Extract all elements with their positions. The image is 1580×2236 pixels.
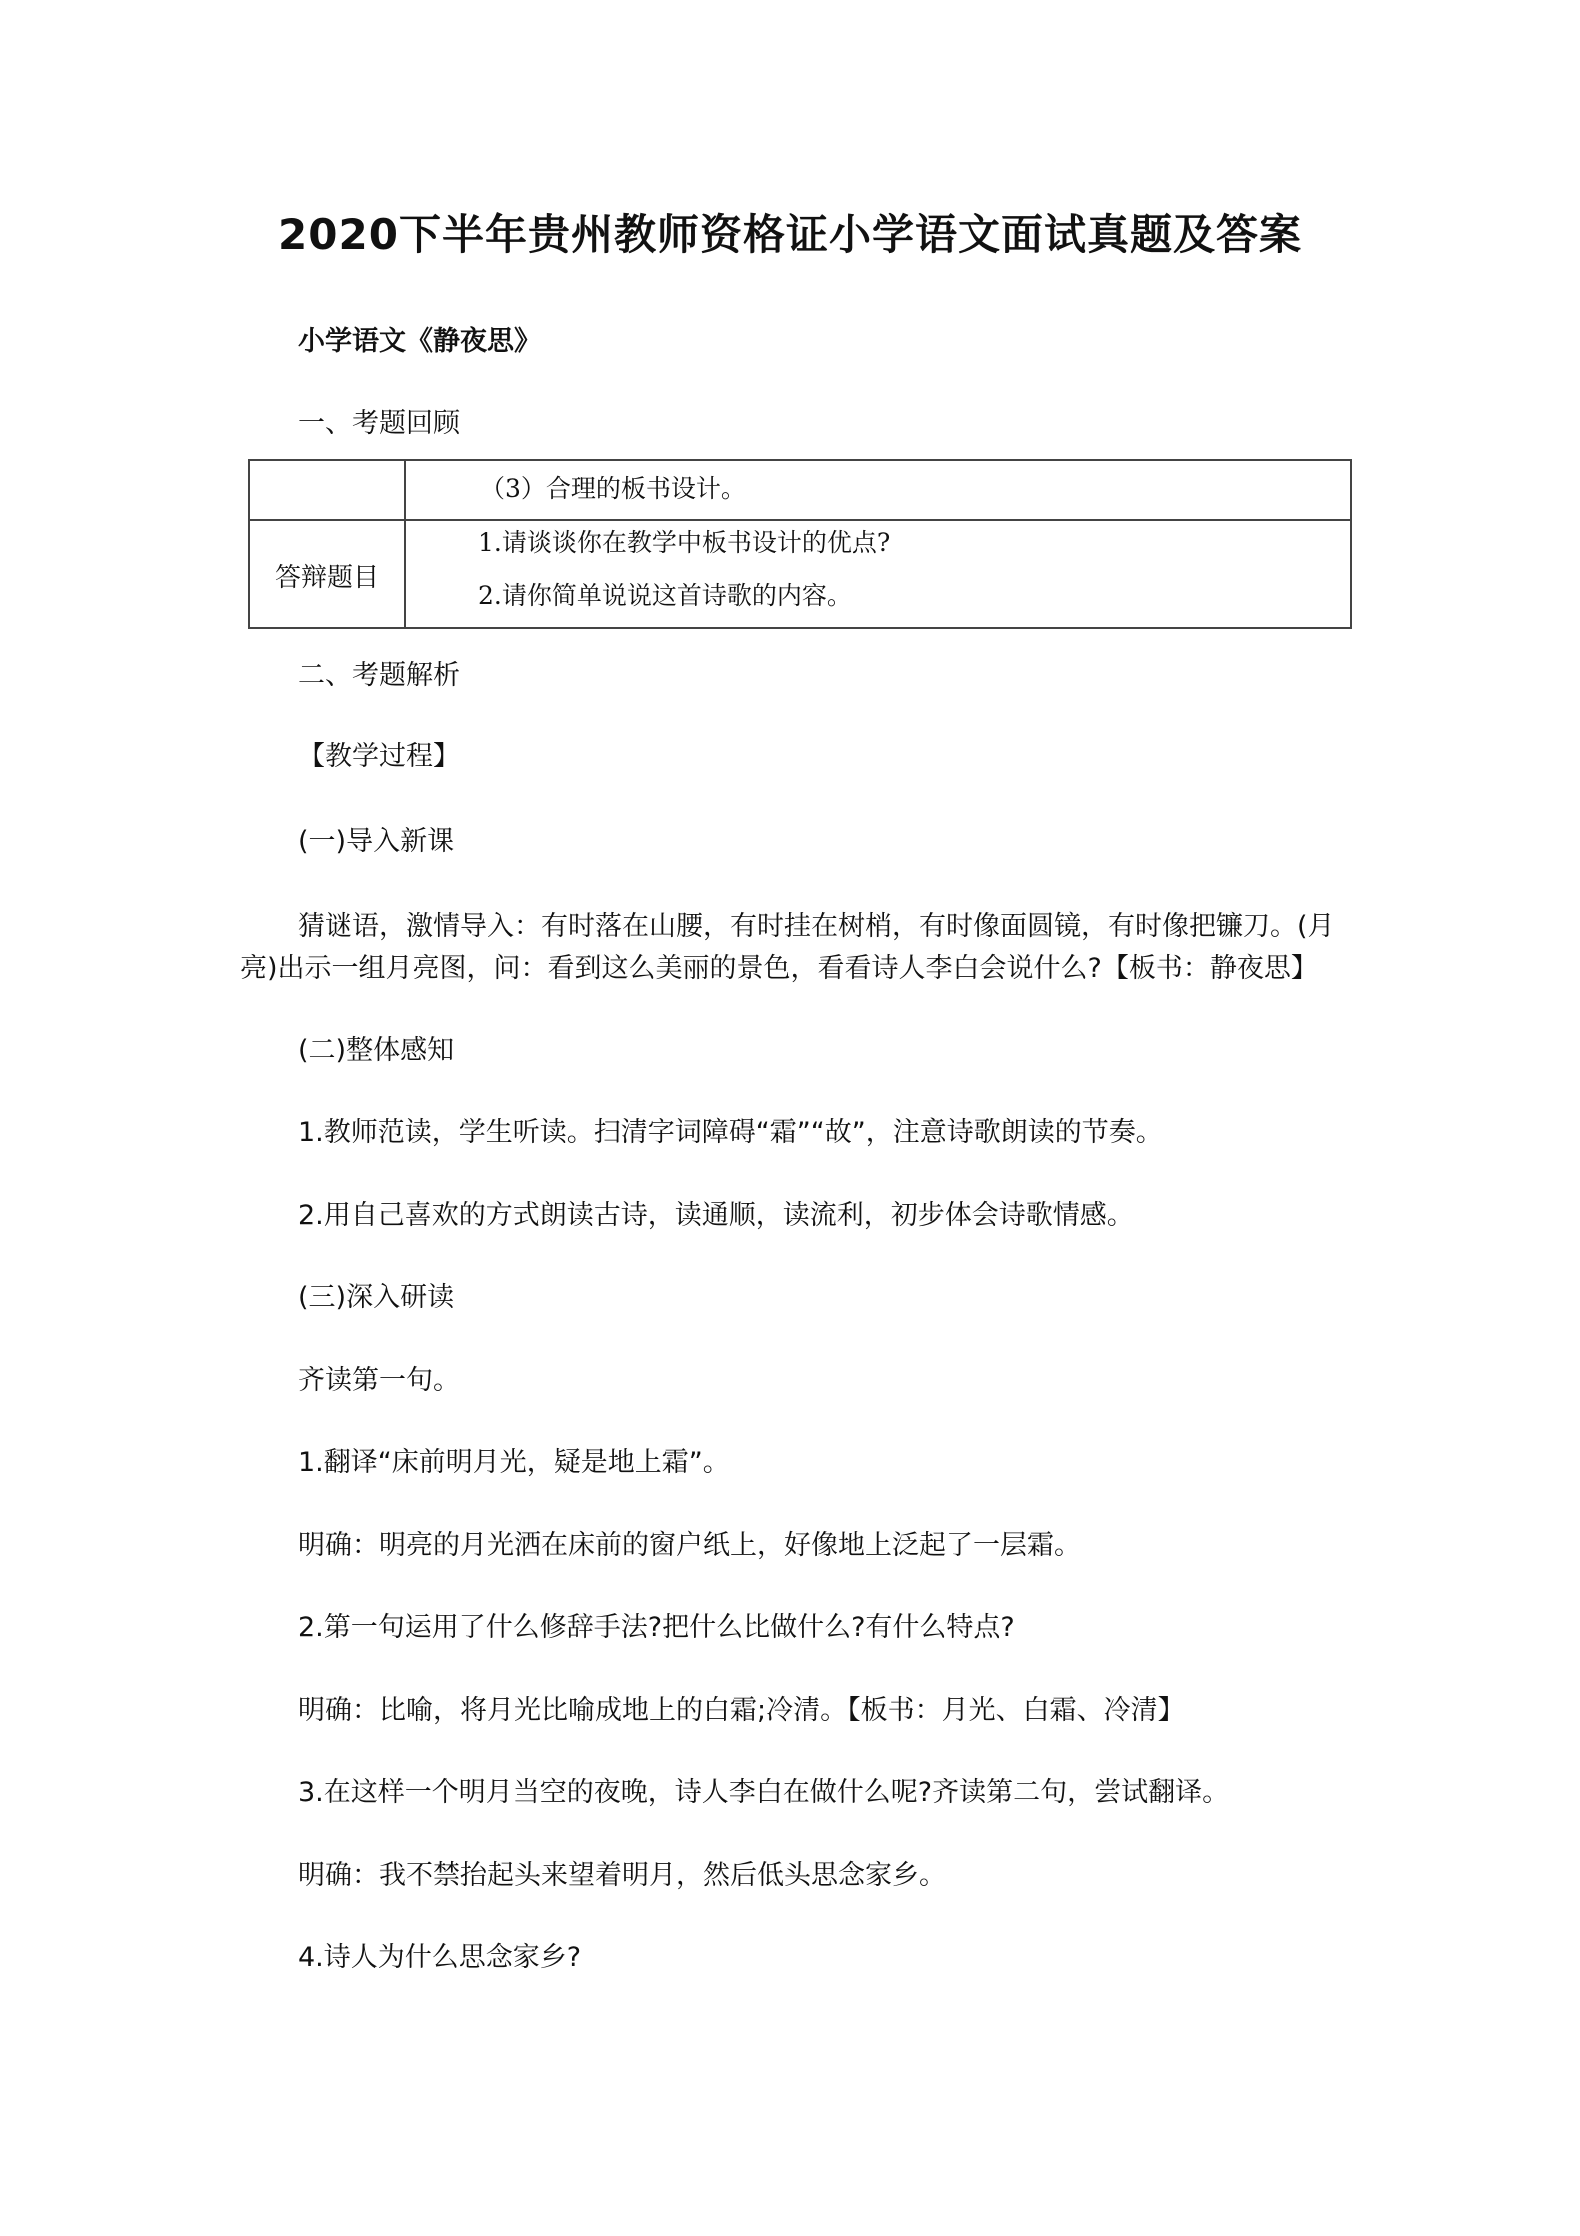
deep-reading-question-4: 4.诗人为什么思念家乡?: [298, 1942, 582, 1973]
section-heading-review: 一、考题回顾: [298, 408, 460, 439]
introduction-paragraph: [240, 906, 1350, 990]
table-column-divider: [404, 461, 406, 627]
exam-question-table: [248, 459, 1352, 629]
deep-reading-intro: 齐读第一句。: [298, 1365, 460, 1396]
table-cell-requirement: （3）合理的板书设计。: [480, 474, 746, 503]
section-heading-analysis: 二、考题解析: [298, 660, 460, 691]
table-cell-label: [250, 521, 404, 629]
defense-question-1: 1.请谈谈你在教学中板书设计的优点?: [478, 528, 891, 557]
deep-reading-question-3: 3.在这样一个明月当空的夜晚，诗人李白在做什么呢?齐读第二句，尝试翻译。: [298, 1777, 1230, 1808]
perception-item-2: 2.用自己喜欢的方式朗读古诗，读通顺，读流利，初步体会诗歌情感。: [298, 1200, 1134, 1231]
defense-questions-label: 答辩题目: [274, 562, 379, 593]
table-row-divider: [250, 519, 1350, 521]
step-heading-overall-perception: (二)整体感知: [298, 1035, 455, 1066]
introduction-paragraph-line-2: 亮)出示一组月亮图，问：看到这么美丽的景色，看看诗人李白会说什么?【板书：静夜思】: [240, 953, 1318, 984]
teaching-process-heading: 【教学过程】: [298, 741, 460, 772]
step-heading-introduction: (一)导入新课: [298, 826, 455, 857]
introduction-paragraph-line-1: 猜谜语，激情导入：有时落在山腰，有时挂在树梢，有时像面圆镜，有时像把镰刀。(月: [298, 911, 1335, 942]
deep-reading-question-1: 1.翻译“床前明月光，疑是地上霜”。: [298, 1447, 730, 1478]
deep-reading-answer-3: 明确：我不禁抬起头来望着明月，然后低头思念家乡。: [298, 1860, 946, 1891]
perception-item-1: 1.教师范读，学生听读。扫清字词障碍“霜”“故”，注意诗歌朗读的节奏。: [298, 1117, 1163, 1148]
defense-question-2: 2.请你简单说说这首诗歌的内容。: [478, 581, 852, 610]
document-title: 2020下半年贵州教师资格证小学语文面试真题及答案: [278, 210, 1302, 259]
step-heading-deep-reading: (三)深入研读: [298, 1282, 455, 1313]
deep-reading-answer-1: 明确：明亮的月光洒在床前的窗户纸上，好像地上泛起了一层霜。: [298, 1530, 1081, 1561]
deep-reading-answer-2: 明确：比喻，将月光比喻成地上的白霜;冷清。【板书：月光、白霜、冷清】: [298, 1695, 1185, 1726]
deep-reading-question-2: 2.第一句运用了什么修辞手法?把什么比做什么?有什么特点?: [298, 1612, 1015, 1643]
lesson-subtitle: 小学语文《静夜思》: [298, 326, 541, 357]
